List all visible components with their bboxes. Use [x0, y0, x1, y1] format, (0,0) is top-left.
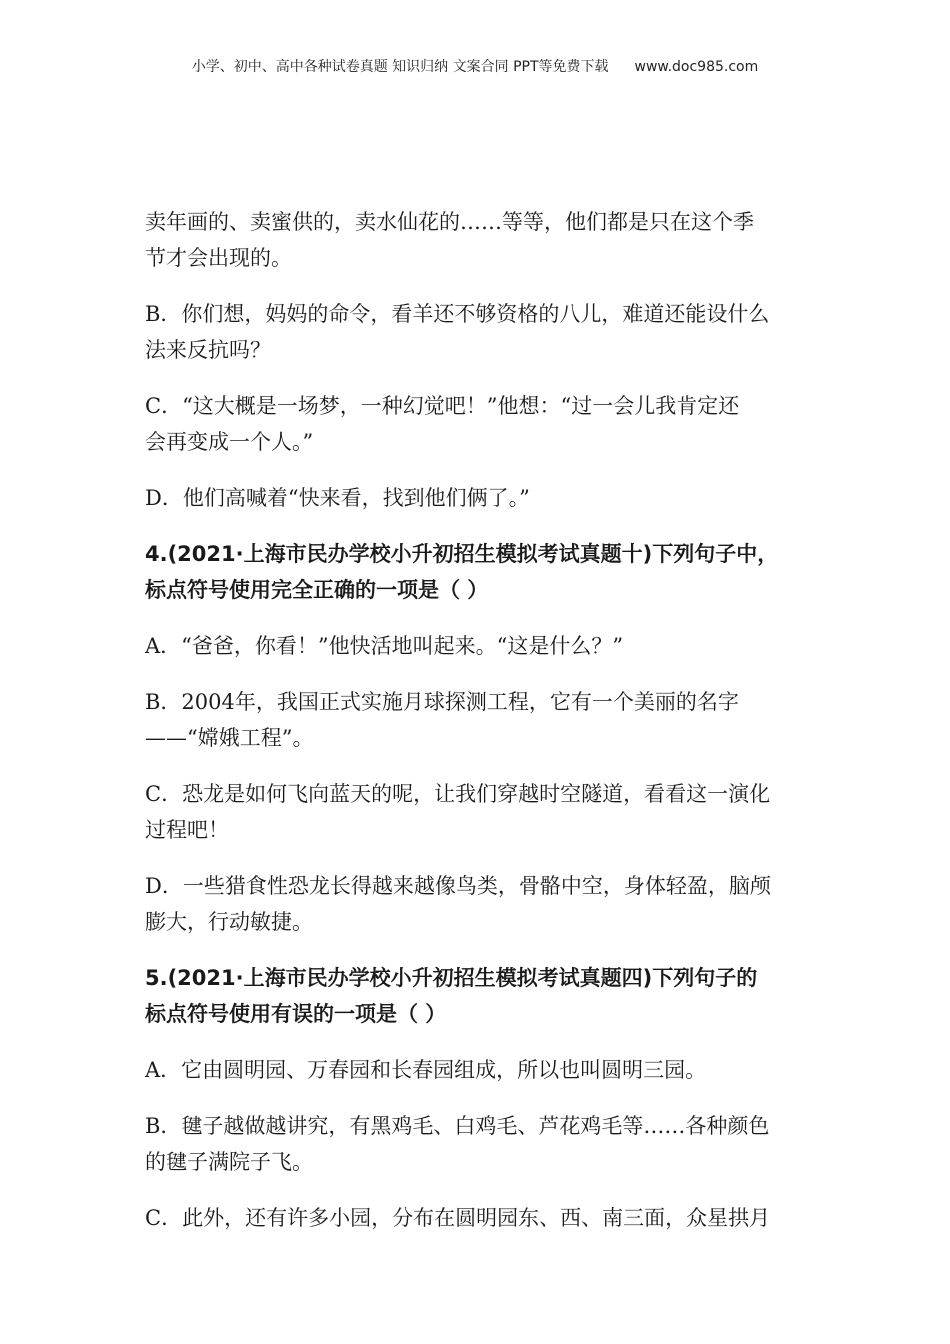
q3-option-c — [145, 388, 805, 460]
text-line: 标点符号使用有误的一项是（ ） — [145, 1002, 447, 1026]
text-line: 卖年画的、卖蜜供的，卖水仙花的……等等，他们都是只在这个季 — [145, 210, 754, 234]
text-line: 膨大，行动敏捷。 — [145, 910, 313, 934]
text-line: 节才会出现的。 — [145, 246, 292, 270]
text-line: C．“这大概是一场梦，一种幻觉吧！”他想：“过一会儿我肯定还 — [145, 394, 740, 418]
text-line: D．他们高喊着“快来看，找到他们俩了。” — [145, 486, 530, 510]
text-line: B．2004年，我国正式实施月球探测工程，它有一个美丽的名字 — [145, 690, 739, 714]
header-site-link[interactable]: www.doc985.com — [634, 59, 759, 75]
text-line: 法来反抗吗？ — [145, 338, 271, 362]
page-header — [0, 56, 950, 76]
text-line: 4.(2021·上海市民办学校小升初招生模拟考试真题十)下列句子中， — [145, 542, 779, 566]
text-line: C．恐龙是如何飞向蓝天的呢，让我们穿越时空隧道，看看这一演化 — [145, 782, 771, 806]
header-text: 小学、初中、高中各种试卷真题 知识归纳 文案合同 PPT等免费下载 — [191, 59, 609, 75]
q4-option-a — [145, 628, 805, 664]
question-5-title — [145, 960, 805, 1032]
text-line: 过程吧！ — [145, 818, 229, 842]
text-line: ——“嫦娥工程”。 — [145, 726, 314, 750]
q5-option-a — [145, 1052, 805, 1088]
text-line: 会再变成一个人。” — [145, 430, 314, 454]
text-line: D．一些猎食性恐龙长得越来越像鸟类，骨骼中空，身体轻盈，脑颅 — [145, 874, 771, 898]
text-line: C．此外，还有许多小园，分布在圆明园东、西、南三面，众星拱月 — [145, 1206, 771, 1230]
continued-option-text — [145, 204, 805, 276]
q5-option-c — [145, 1200, 805, 1236]
text-line: 的毽子满院子飞。 — [145, 1150, 313, 1174]
q4-option-b — [145, 684, 805, 756]
text-line: 5.(2021·上海市民办学校小升初招生模拟考试真题四)下列句子的 — [145, 966, 758, 990]
q4-option-c — [145, 776, 805, 848]
text-line: B．毽子越做越讲究，有黑鸡毛、白鸡毛、芦花鸡毛等……各种颜色 — [145, 1114, 770, 1138]
q3-option-d — [145, 480, 805, 516]
text-line: A．“爸爸，你看！”他快活地叫起来。“这是什么？” — [145, 634, 624, 658]
text-line: B．你们想，妈妈的命令，看羊还不够资格的八儿，难道还能设什么 — [145, 302, 770, 326]
q5-option-b — [145, 1108, 805, 1180]
text-line: A．它由圆明园、万春园和长春园组成，所以也叫圆明三园。 — [145, 1058, 707, 1082]
q3-option-b — [145, 296, 805, 368]
q4-option-d — [145, 868, 805, 940]
text-line: 标点符号使用完全正确的一项是（ ） — [145, 578, 489, 602]
document-body — [145, 204, 805, 1256]
question-4-title — [145, 536, 805, 608]
